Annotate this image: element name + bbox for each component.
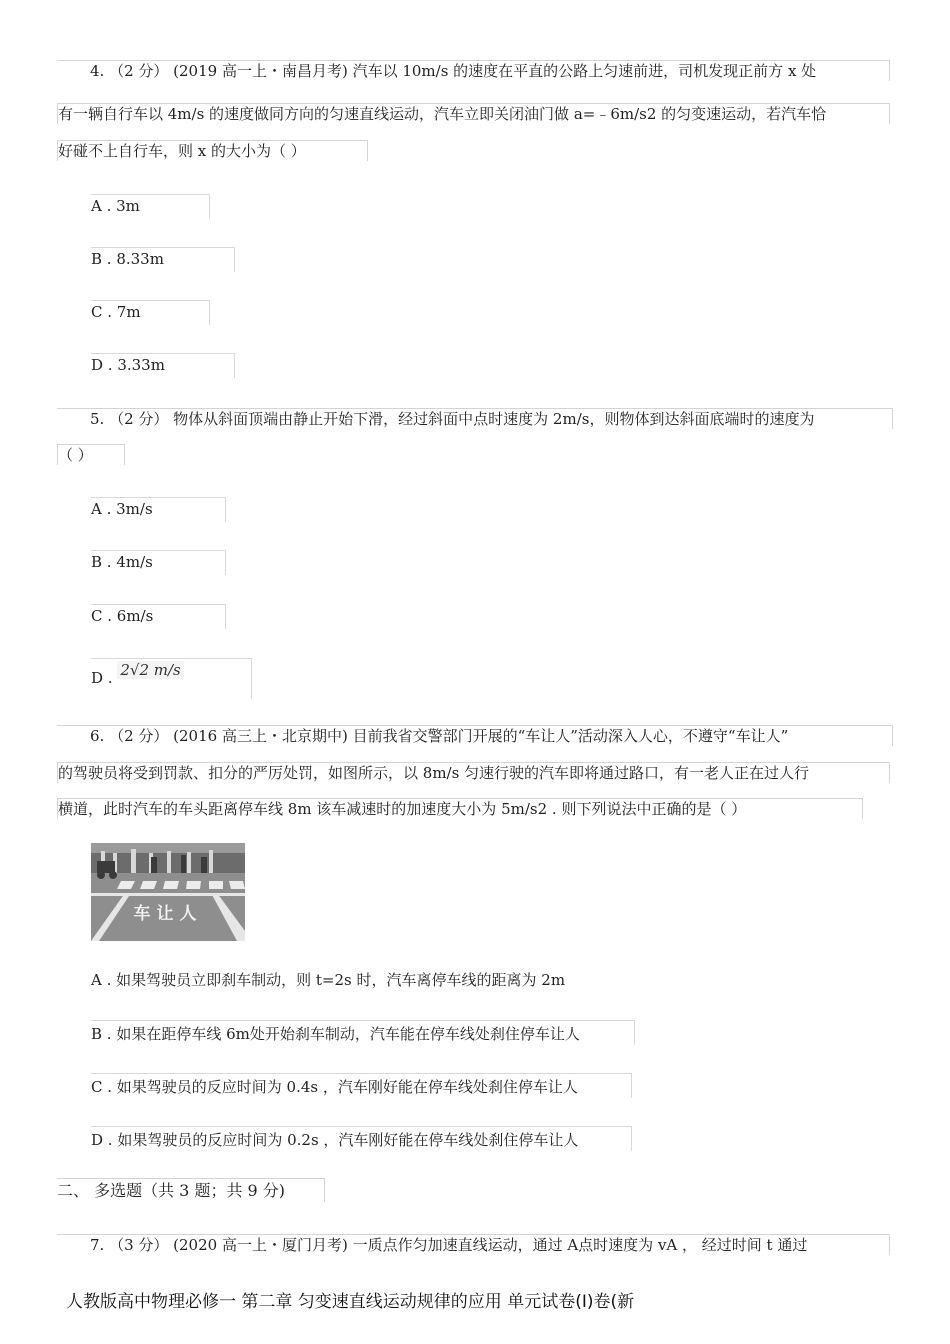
- crosswalk-road-text: 车让人: [133, 904, 203, 924]
- q6-line-1: 6. （2 分） (2016 高三上・北京期中) 目前我省交警部门开展的“车让人”活动深入人心，不遵守“车让人”: [57, 725, 893, 746]
- crosswalk-photo-drawing: [91, 843, 245, 941]
- q5-line-1: 5. （2 分） 物体从斜面顶端由静止开始下滑，经过斜面中点时速度为 2m/s，则物体到达斜面底端时的速度为: [57, 408, 893, 429]
- q4-option-a[interactable]: A . 3m: [91, 194, 210, 219]
- q4-option-d[interactable]: D . 3.33m: [91, 353, 235, 378]
- q6-option-a[interactable]: A . 如果驾驶员立即刹车制动，则 t=2s 时，汽车离停车线的距离为 2m: [91, 971, 566, 989]
- q7-line-1: 7. （3 分） (2020 高一上・厦门月考) 一质点作匀加速直线运动，通过 A点时速度为 vA ， 经过时间 t 通过: [57, 1234, 890, 1255]
- page-footer: 人教版高中物理必修一 第二章 匀变速直线运动规律的应用 单元试卷(I)卷(新: [66, 1292, 635, 1312]
- q5-option-d-formula: 2√2 m/s: [117, 661, 183, 679]
- q6-line-2: 的驾驶员将受到罚款、扣分的严厉处罚，如图所示，以 8m/s 匀速行驶的汽车即将通过路口，有一老人正在过人行: [57, 762, 890, 783]
- q5-option-a[interactable]: A . 3m/s: [91, 497, 226, 522]
- q4-line-2: 有一辆自行车以 4m/s 的速度做同方向的匀速直线运动，汽车立即关闭油门做 a=﹣6m/s2 的匀变速运动，若汽车恰: [57, 103, 890, 124]
- q5-option-c[interactable]: C . 6m/s: [91, 604, 226, 629]
- q6-line-3: 横道，此时汽车的车头距离停车线 8m 该车减速时的加速度大小为 5m/s2 . 则下列说法中正确的是（ ）: [57, 798, 863, 819]
- crosswalk-photo: [91, 843, 245, 941]
- q6-option-c[interactable]: C . 如果驾驶员的反应时间为 0.4s ，汽车刚好能在停车线处刹住停车让人: [91, 1073, 632, 1098]
- q6-option-d[interactable]: D . 如果驾驶员的反应时间为 0.2s ，汽车刚好能在停车线处刹住停车让人: [91, 1126, 632, 1151]
- q4-option-b[interactable]: B . 8.33m: [91, 247, 235, 272]
- q4-line-1: 4. （2 分） (2019 高一上・南昌月考) 汽车以 10m/s 的速度在平直的公路上匀速前进，司机发现正前方 x 处: [57, 60, 890, 81]
- q5-line-2: （ ）: [57, 444, 125, 465]
- section-2-title: 二、 多选题（共 3 题；共 9 分): [57, 1178, 325, 1202]
- q4-option-c[interactable]: C . 7m: [91, 300, 210, 325]
- q6-option-b[interactable]: B . 如果在距停车线 6m处开始刹车制动，汽车能在停车线处刹住停车让人: [91, 1020, 635, 1045]
- q5-option-d[interactable]: [91, 658, 252, 699]
- q4-line-3: 好碰不上自行车，则 x 的大小为（ ）: [57, 140, 368, 161]
- q5-option-b[interactable]: B . 4m/s: [91, 550, 226, 575]
- q5-option-d-label: D .: [91, 669, 118, 687]
